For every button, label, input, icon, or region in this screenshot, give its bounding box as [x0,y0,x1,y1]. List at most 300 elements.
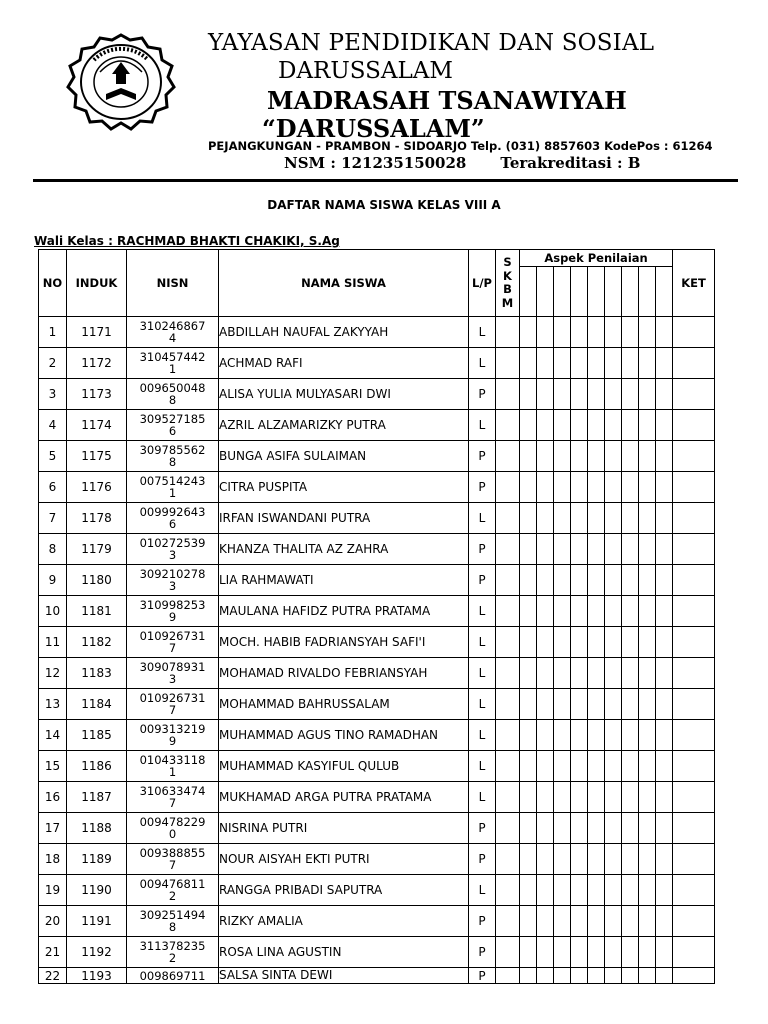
row-aspek-cell [588,782,605,813]
table-row [39,472,715,503]
foundation-name: YAYASAN PENDIDIKAN DAN SOSIAL [208,30,655,56]
row-aspek-cell [605,472,622,503]
row-aspek-cell [554,906,571,937]
row-aspek-cell [622,534,639,565]
nisn-part-2: 8 [168,393,177,407]
row-nisn [127,689,219,720]
table-row [39,441,715,472]
row-skbm-cell [496,751,520,782]
row-gender: P [469,441,496,472]
row-aspek-cell [639,503,656,534]
row-induk: 1171 [67,317,127,348]
nisn-part-1: 009313219 [139,722,206,736]
row-gender: L [469,596,496,627]
row-student-name: KHANZA THALITA AZ ZAHRA [219,534,469,565]
row-aspek-cell [571,348,588,379]
row-induk: 1173 [67,379,127,410]
row-gender: L [469,875,496,906]
row-gender: P [469,565,496,596]
row-aspek-cell [656,503,673,534]
row-aspek-cell [605,348,622,379]
table-row [39,658,715,689]
row-gender: L [469,627,496,658]
nsm-line [284,154,640,172]
row-aspek-cell [605,906,622,937]
student-roster-table [38,249,715,984]
table-row [39,844,715,875]
row-aspek-cell [537,441,554,472]
row-skbm-cell [496,379,520,410]
row-gender: L [469,751,496,782]
row-nisn [127,968,219,984]
row-aspek-cell [656,875,673,906]
row-gender: P [469,379,496,410]
row-induk: 1187 [67,782,127,813]
roster-body [39,317,715,984]
row-aspek-cell [605,379,622,410]
row-induk: 1189 [67,844,127,875]
nisn-part-2: 3 [168,579,177,593]
col-lp: L/P [469,250,496,317]
nisn-part-1: 309078931 [139,660,206,674]
row-aspek-cell [537,627,554,658]
row-aspek-cell [554,937,571,968]
nisn-part-2: 7 [168,703,177,717]
row-aspek-cell [588,534,605,565]
row-aspek-cell [639,658,656,689]
nisn-part-2: 7 [168,641,177,655]
row-nisn [127,565,219,596]
row-aspek-cell [520,472,537,503]
row-nisn [127,844,219,875]
row-aspek-cell [605,875,622,906]
row-aspek-cell [656,968,673,984]
row-student-name: BUNGA ASIFA SULAIMAN [219,441,469,472]
row-no: 10 [39,596,67,627]
row-aspek-cell [588,720,605,751]
row-aspek-cell [639,596,656,627]
row-aspek-cell [639,317,656,348]
aspek-subcol [537,267,554,317]
foundation-name-2: DARUSSALAM [278,58,453,84]
school-name: “DARUSSALAM” [262,114,485,143]
row-aspek-cell [571,410,588,441]
row-aspek-cell [639,689,656,720]
table-row [39,937,715,968]
table-row [39,627,715,658]
nisn-part-2: 9 [168,734,177,748]
row-student-name: ROSA LINA AGUSTIN [219,937,469,968]
row-aspek-cell [639,441,656,472]
row-aspek-cell [656,317,673,348]
row-student-name: CITRA PUSPITA [219,472,469,503]
row-aspek-cell [571,906,588,937]
row-aspek-cell [554,565,571,596]
row-nisn [127,503,219,534]
row-student-name: MOCH. HABIB FADRIANSYAH SAFI'I [219,627,469,658]
row-aspek-cell [656,565,673,596]
row-aspek-cell [571,658,588,689]
row-aspek-cell [656,534,673,565]
row-nisn [127,534,219,565]
row-student-name: LIA RAHMAWATI [219,565,469,596]
row-student-name: MOHAMMAD BAHRUSSALAM [219,689,469,720]
row-aspek-cell [656,410,673,441]
row-skbm-cell [496,565,520,596]
row-induk: 1184 [67,689,127,720]
nisn-part-1: 009478229 [139,815,206,829]
row-aspek-cell [571,782,588,813]
row-no: 22 [39,968,67,984]
row-aspek-cell [622,348,639,379]
nisn-part-2: 1 [168,486,177,500]
row-aspek-cell [554,596,571,627]
row-nisn [127,379,219,410]
nisn-part-1: 009388855 [139,846,206,860]
row-no: 16 [39,782,67,813]
nisn-part-1: 309251494 [139,908,206,922]
row-ket-cell [673,720,715,751]
row-skbm-cell [496,596,520,627]
row-gender: L [469,782,496,813]
row-aspek-cell [622,472,639,503]
row-aspek-cell [537,782,554,813]
nisn-part-1: 007514243 [139,474,206,488]
row-aspek-cell [554,689,571,720]
nisn-part-1: 009650048 [139,381,206,395]
row-ket-cell [673,875,715,906]
row-induk: 1185 [67,720,127,751]
row-no: 18 [39,844,67,875]
table-row [39,906,715,937]
skbm-letter: S [503,255,512,269]
col-aspek-penilaian: Aspek Penilaian [520,250,673,267]
table-header-row [39,250,715,267]
row-nisn [127,937,219,968]
row-aspek-cell [588,813,605,844]
row-aspek-cell [656,379,673,410]
row-aspek-cell [554,441,571,472]
row-student-name: MAULANA HAFIDZ PUTRA PRATAMA [219,596,469,627]
table-row [39,875,715,906]
row-aspek-cell [622,751,639,782]
row-ket-cell [673,410,715,441]
row-no: 7 [39,503,67,534]
row-no: 6 [39,472,67,503]
row-aspek-cell [554,503,571,534]
row-aspek-cell [537,317,554,348]
row-student-name: NOUR AISYAH EKTI PUTRI [219,844,469,875]
row-aspek-cell [605,503,622,534]
row-gender: L [469,317,496,348]
row-induk: 1176 [67,472,127,503]
row-aspek-cell [622,627,639,658]
row-skbm-cell [496,782,520,813]
row-aspek-cell [588,689,605,720]
row-aspek-cell [571,627,588,658]
row-aspek-cell [520,596,537,627]
row-aspek-cell [537,844,554,875]
row-no: 15 [39,751,67,782]
row-aspek-cell [656,348,673,379]
row-aspek-cell [571,720,588,751]
row-aspek-cell [520,441,537,472]
row-aspek-cell [571,875,588,906]
row-aspek-cell [520,534,537,565]
row-nisn [127,410,219,441]
row-aspek-cell [639,565,656,596]
row-aspek-cell [520,937,537,968]
row-aspek-cell [656,596,673,627]
row-aspek-cell [639,534,656,565]
row-no: 8 [39,534,67,565]
row-aspek-cell [588,441,605,472]
row-aspek-cell [588,472,605,503]
row-aspek-cell [537,689,554,720]
aspek-subcol [639,267,656,317]
row-aspek-cell [605,813,622,844]
row-ket-cell [673,503,715,534]
nisn-part-2: 6 [168,517,177,531]
row-student-name: MUKHAMAD ARGA PUTRA PRATAMA [219,782,469,813]
row-ket-cell [673,441,715,472]
nisn-part-2: 1 [168,362,177,376]
aspek-subcol [571,267,588,317]
accreditation: Terakreditasi : B [500,154,641,172]
row-aspek-cell [554,379,571,410]
row-student-name: MOHAMAD RIVALDO FEBRIANSYAH [219,658,469,689]
row-aspek-cell [622,813,639,844]
nisn-part-2: 8 [168,455,177,469]
skbm-letter: B [503,282,512,296]
row-ket-cell [673,472,715,503]
row-ket-cell [673,627,715,658]
row-aspek-cell [520,844,537,875]
row-gender: L [469,689,496,720]
row-aspek-cell [656,813,673,844]
row-aspek-cell [588,906,605,937]
row-aspek-cell [639,844,656,875]
row-ket-cell [673,813,715,844]
row-aspek-cell [520,968,537,984]
row-aspek-cell [537,906,554,937]
row-skbm-cell [496,937,520,968]
row-aspek-cell [622,410,639,441]
row-aspek-cell [656,906,673,937]
row-student-name: RIZKY AMALIA [219,906,469,937]
row-ket-cell [673,751,715,782]
row-aspek-cell [639,410,656,441]
row-aspek-cell [588,875,605,906]
row-aspek-cell [554,410,571,441]
row-student-name: AZRIL ALZAMARIZKY PUTRA [219,410,469,441]
row-aspek-cell [571,937,588,968]
row-induk: 1182 [67,627,127,658]
document-title: DAFTAR NAMA SISWA KELAS VIII A [267,198,501,212]
row-aspek-cell [571,751,588,782]
row-aspek-cell [605,658,622,689]
row-aspek-cell [554,720,571,751]
col-no: NO [39,250,67,317]
skbm-letter: K [503,268,512,283]
row-aspek-cell [605,689,622,720]
row-no: 13 [39,689,67,720]
row-aspek-cell [588,844,605,875]
row-aspek-cell [554,751,571,782]
row-aspek-cell [537,410,554,441]
row-nisn [127,813,219,844]
nisn-part-2: 4 [168,331,177,345]
row-no: 21 [39,937,67,968]
row-aspek-cell [520,782,537,813]
table-row [39,689,715,720]
row-aspek-cell [588,348,605,379]
row-gender: P [469,906,496,937]
row-aspek-cell [537,937,554,968]
row-aspek-cell [622,782,639,813]
table-row [39,968,715,984]
nisn-part-1: 009869711 [139,968,206,983]
nisn-part-1: 010926731 [139,629,206,643]
nisn-part-1: 309210278 [139,567,206,581]
row-nisn [127,317,219,348]
row-gender: P [469,937,496,968]
row-aspek-cell [622,658,639,689]
row-nisn [127,472,219,503]
row-no: 11 [39,627,67,658]
row-aspek-cell [622,689,639,720]
school-address: PEJANGKUNGAN - PRAMBON - SIDOARJO Telp. (031) 8857603 KodePos : 61264 [208,139,713,153]
row-aspek-cell [520,317,537,348]
col-skbm [496,250,520,317]
row-aspek-cell [537,348,554,379]
row-skbm-cell [496,875,520,906]
row-induk: 1186 [67,751,127,782]
row-aspek-cell [588,937,605,968]
row-skbm-cell [496,627,520,658]
row-aspek-cell [520,751,537,782]
aspek-subcol [656,267,673,317]
row-skbm-cell [496,720,520,751]
row-no: 1 [39,317,67,348]
nisn-part-1: 310246867 [139,319,206,333]
row-induk: 1172 [67,348,127,379]
row-gender: L [469,410,496,441]
row-aspek-cell [571,968,588,984]
row-nisn [127,720,219,751]
row-aspek-cell [622,441,639,472]
aspek-subcol [588,267,605,317]
row-student-name: RANGGA PRIBADI SAPUTRA [219,875,469,906]
row-skbm-cell [496,503,520,534]
row-skbm-cell [496,317,520,348]
row-no: 9 [39,565,67,596]
row-aspek-cell [537,565,554,596]
homeroom-teacher: Wali Kelas : RACHMAD BHAKTI CHAKIKI, S.Ag [34,234,340,248]
row-nisn [127,782,219,813]
row-ket-cell [673,596,715,627]
row-aspek-cell [588,596,605,627]
col-induk: INDUK [67,250,127,317]
row-aspek-cell [554,348,571,379]
row-no: 14 [39,720,67,751]
row-skbm-cell [496,844,520,875]
row-aspek-cell [656,472,673,503]
nisn-part-2: 7 [168,858,177,872]
row-aspek-cell [520,379,537,410]
row-aspek-cell [520,565,537,596]
row-gender: L [469,658,496,689]
row-aspek-cell [639,472,656,503]
row-student-name: ALISA YULIA MULYASARI DWI [219,379,469,410]
row-no: 2 [39,348,67,379]
row-skbm-cell [496,906,520,937]
row-aspek-cell [639,720,656,751]
row-gender: L [469,348,496,379]
row-ket-cell [673,534,715,565]
row-aspek-cell [656,751,673,782]
row-aspek-cell [639,379,656,410]
row-aspek-cell [588,751,605,782]
row-aspek-cell [554,627,571,658]
row-aspek-cell [656,441,673,472]
row-student-name: MUHAMMAD KASYIFUL QULUB [219,751,469,782]
row-aspek-cell [639,348,656,379]
row-aspek-cell [622,937,639,968]
row-aspek-cell [588,565,605,596]
row-student-name: MUHAMMAD AGUS TINO RAMADHAN [219,720,469,751]
nisn-part-1: 010433118 [139,753,206,767]
row-skbm-cell [496,410,520,441]
row-aspek-cell [639,782,656,813]
row-aspek-cell [554,782,571,813]
nisn-part-2: 1 [168,765,177,779]
row-aspek-cell [537,596,554,627]
aspek-subcol [554,267,571,317]
row-aspek-cell [571,503,588,534]
row-aspek-cell [571,689,588,720]
row-aspek-cell [605,751,622,782]
table-row [39,348,715,379]
table-row [39,782,715,813]
nisn-part-1: 310998253 [139,598,206,612]
row-gender: P [469,968,496,984]
row-aspek-cell [554,658,571,689]
row-aspek-cell [520,627,537,658]
row-nisn [127,627,219,658]
row-aspek-cell [605,844,622,875]
nsm-number: NSM : 121235150028 [284,154,467,172]
row-no: 12 [39,658,67,689]
row-no: 17 [39,813,67,844]
table-row [39,751,715,782]
row-aspek-cell [537,472,554,503]
table-row [39,503,715,534]
row-aspek-cell [571,596,588,627]
row-aspek-cell [639,627,656,658]
row-gender: P [469,472,496,503]
col-ket: KET [673,250,715,317]
nisn-part-2: 0 [168,827,177,841]
header-divider [33,179,738,182]
row-induk: 1179 [67,534,127,565]
row-nisn [127,906,219,937]
row-no: 3 [39,379,67,410]
nisn-part-2: 2 [168,889,177,903]
row-ket-cell [673,968,715,984]
row-aspek-cell [537,720,554,751]
row-aspek-cell [605,534,622,565]
